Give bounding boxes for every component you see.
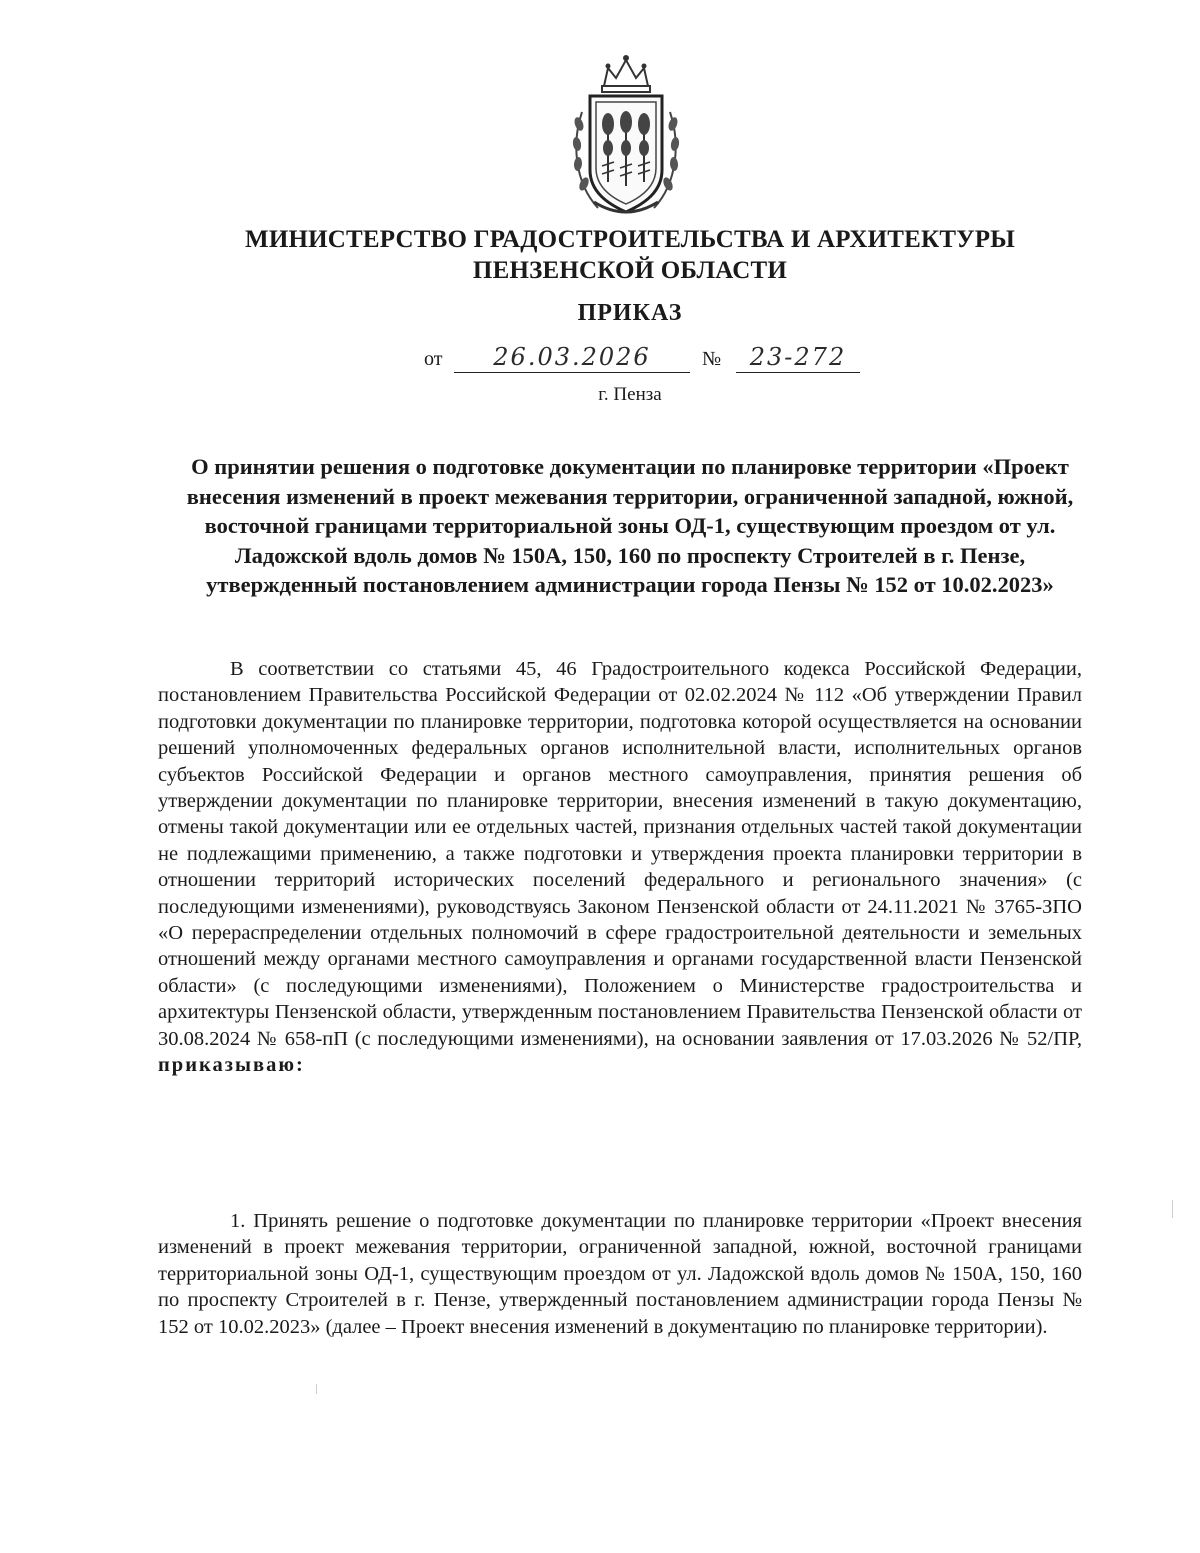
preamble-text: В соответствии со статьями 45, 46 Градостроительного кодекса Российской Федерации, постановлением Правительства Российской Федерации от 02.02.2024 № 112 «Об утверждении Правил подготовки документации по планировке территории, подготовка которой осуществляется на основании решений уполномоченных федеральных органов исполнительной власти, исполнительных органов субъектов Российской Федерации и органов местного самоуправления, принятия решения об утверждении документации по планировке территории, внесения изменений в такую документацию, отмены такой документации или ее отдельных частей, признания отдельных частей такой документации не подлежащими применению, а также подготовки и утверждения проекта планировки территории в отношении территорий исторических поселений федерального и регионального значения» (с последующими изменениями), руководствуясь Законом Пензенской области от 24.11.2021 № 3765-ЗПО «О перераспределении отдельных полномочий в сфере градостроительной деятельности и земельных отношений между органами местного самоуправления и органами государственной власти Пензенской области» (с последующими изменениями), Положением о Министерстве градостроительства и архитектуры Пензенской области, утвержденным постановлением Правительства Пензенской области от 30.08.2024 № 658-пП (с последующими изменениями), на основании заявления от 17.03.2026 № 52/ПР, (158, 658, 1082, 1050)
order-word: приказываю: (158, 1054, 305, 1077)
ministry-line-1: МИНИСТЕРСТВО ГРАДОСТРОИТЕЛЬСТВА И АРХИТЕКТУРЫ (245, 226, 1015, 253)
document-title: О принятии решения о подготовке документации по планировке территории «Проект внесения изменений в проект межевания территории, ограниченной западной, южной, восточной границами территориальной зоны ОД-1, существующим проездом от ул. Ладожской вдоль домов № 150А, 150, 160 по проспекту Строителей в г. Пензе, утвержденный постановлением администрации города Пензы № 152 от 10.02.2023» (186, 454, 1074, 597)
ministry-line-2: ПЕНЗЕНСКОЙ ОБЛАСТИ (472, 257, 788, 284)
scan-speck (316, 1384, 317, 1394)
date-prefix: от (424, 348, 443, 370)
handwritten-number: 23-272 (736, 342, 860, 373)
coat-of-arms-emblem (568, 52, 684, 220)
preamble-paragraph (158, 656, 1082, 1079)
city-name: г. Пенза (598, 384, 662, 405)
handwritten-date: 26.03.2026 (454, 342, 690, 373)
document-type: ПРИКАЗ (577, 300, 683, 326)
clause-1-paragraph: 1. Принять решение о подготовке документации по планировке территории «Проект внесения изменений в проект межевания территории, ограниченной западной, южной, восточной границами территориальной зоны ОД-1, существующим проездом от ул. Ладожской вдоль домов № 150А, 150, 160 по проспекту Строителей в г. Пензе, утвержденный постановлением администрации города Пензы № 152 от 10.02.2023» (далее – Проект внесения изменений в документацию по планировке территории). (158, 1210, 1082, 1338)
ministry-name (150, 224, 1110, 286)
scan-speck (1172, 1200, 1173, 1218)
number-label: № (702, 348, 722, 370)
date-number-line (424, 342, 864, 378)
